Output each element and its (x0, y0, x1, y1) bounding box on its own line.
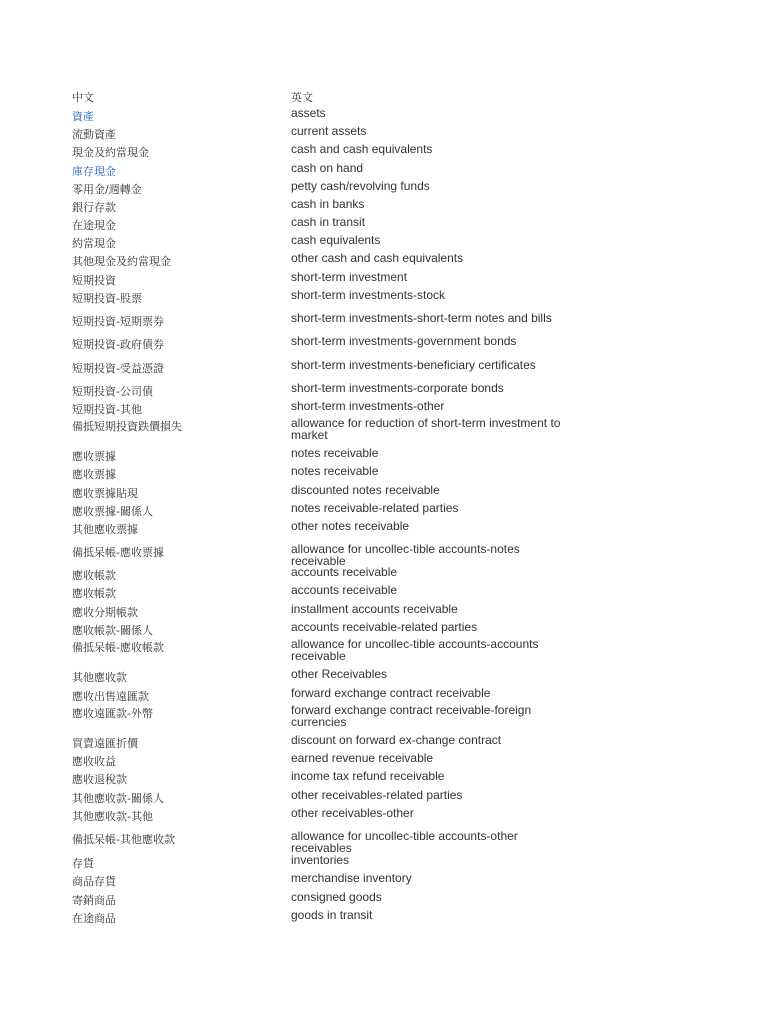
glossary-row (72, 687, 592, 704)
glossary-row (72, 752, 592, 770)
term-chinese: 其他應收款-其他 (72, 810, 153, 823)
term-chinese: 短期投資-短期票券 (72, 315, 164, 328)
term-chinese: 應收票據-關係人 (72, 505, 153, 518)
term-english: discount on forward ex-change contract (291, 733, 502, 747)
glossary-row (72, 704, 592, 734)
term-chinese: 應收票據 (72, 468, 116, 481)
glossary-row (72, 400, 592, 417)
term-english: cash in transit (291, 215, 366, 229)
term-chinese: 銀行存款 (72, 201, 116, 214)
term-english: notes receivable (291, 446, 379, 460)
glossary-row (72, 382, 592, 400)
glossary-table (72, 88, 592, 927)
glossary-row (72, 872, 592, 891)
term-chinese: 零用金/週轉金 (72, 183, 142, 196)
term-english: allowance for uncollec-tible accounts-other receivables (291, 829, 518, 855)
term-english: forward exchange contract receivable (291, 686, 491, 700)
glossary-row (72, 807, 592, 830)
term-english: assets (291, 106, 326, 120)
term-chinese: 短期投資-公司債 (72, 385, 153, 398)
term-chinese: 其他應收票據 (72, 523, 138, 536)
term-chinese: 短期投資-股票 (72, 292, 142, 305)
glossary-row (72, 543, 592, 566)
term-chinese: 備抵呆帳-其他應收款 (72, 833, 175, 846)
glossary-rows (72, 107, 592, 927)
glossary-row (72, 484, 592, 502)
term-english: discounted notes receivable (291, 483, 440, 497)
term-chinese: 短期投資-政府債券 (72, 338, 164, 351)
glossary-row (72, 909, 592, 927)
glossary-row (72, 520, 592, 543)
glossary-row (72, 417, 592, 447)
glossary-row (72, 198, 592, 216)
header-row (72, 88, 592, 107)
term-chinese: 備抵呆帳-應收帳款 (72, 641, 164, 654)
term-english: short-term investments-corporate bonds (291, 381, 504, 395)
term-english: other Receivables (291, 667, 388, 681)
term-english: short-term investment (291, 270, 408, 284)
term-chinese: 備抵呆帳-應收票據 (72, 546, 164, 559)
header-chinese-label: 中文 (72, 91, 94, 104)
term-chinese: 在途商品 (72, 912, 116, 925)
glossary-row (72, 830, 592, 854)
term-chinese-link[interactable]: 庫存現金 (72, 165, 116, 178)
term-english: forward exchange contract receivable-foreign currencies (291, 703, 532, 729)
term-english: allowance for uncollec-tible accounts-accounts receivable (291, 637, 539, 663)
glossary-row (72, 125, 592, 143)
term-chinese: 其他現金及約當現金 (72, 255, 171, 268)
term-english: income tax refund receivable (291, 769, 445, 783)
term-english: consigned goods (291, 890, 382, 904)
glossary-row (72, 252, 592, 271)
term-chinese: 短期投資 (72, 274, 116, 287)
term-english: short-term investments-stock (291, 288, 446, 302)
glossary-row (72, 465, 592, 484)
term-english: merchandise inventory (291, 871, 412, 885)
glossary-row (72, 638, 592, 668)
term-chinese: 寄銷商品 (72, 894, 116, 907)
term-english: short-term investments-government bonds (291, 334, 517, 348)
term-chinese: 買賣遠匯折價 (72, 737, 138, 750)
term-english: short-term investments-short-term notes and bills (291, 311, 552, 325)
term-chinese: 應收帳款 (72, 569, 116, 582)
term-chinese: 應收票據 (72, 450, 116, 463)
glossary-row (72, 335, 592, 359)
term-english: other receivables-related parties (291, 788, 463, 802)
glossary-row (72, 566, 592, 584)
glossary-row (72, 621, 592, 638)
glossary-row (72, 216, 592, 234)
glossary-row (72, 770, 592, 789)
term-chinese: 應收帳款-關係人 (72, 624, 153, 637)
term-chinese: 商品存貨 (72, 875, 116, 888)
glossary-row (72, 584, 592, 603)
glossary-row (72, 359, 592, 382)
term-english: accounts receivable (291, 565, 398, 579)
glossary-row (72, 854, 592, 872)
glossary-row (72, 447, 592, 465)
term-chinese: 流動資產 (72, 128, 116, 141)
glossary-row (72, 107, 592, 125)
glossary-row (72, 234, 592, 252)
term-chinese: 其他應收款 (72, 671, 127, 684)
term-english: allowance for reduction of short-term investment to market (291, 416, 561, 442)
term-chinese: 應收分期帳款 (72, 606, 138, 619)
glossary-row (72, 603, 592, 621)
term-english: short-term investments-beneficiary certificates (291, 358, 536, 372)
term-english: inventories (291, 853, 350, 867)
term-english: cash on hand (291, 161, 364, 175)
term-english: petty cash/revolving funds (291, 179, 430, 193)
term-english: cash equivalents (291, 233, 381, 247)
glossary-row (72, 312, 592, 335)
term-english: accounts receivable-related parties (291, 620, 478, 634)
term-english: accounts receivable (291, 583, 398, 597)
glossary-row (72, 143, 592, 162)
term-chinese: 應收遠匯款-外幣 (72, 707, 153, 720)
term-chinese: 約當現金 (72, 237, 116, 250)
term-english: notes receivable (291, 464, 379, 478)
glossary-row (72, 180, 592, 198)
term-english: other receivables-other (291, 806, 414, 820)
glossary-row (72, 734, 592, 752)
term-chinese: 應收帳款 (72, 587, 116, 600)
term-chinese: 短期投資-受益憑證 (72, 362, 164, 375)
term-english: cash and cash equivalents (291, 142, 433, 156)
term-chinese: 存貨 (72, 857, 94, 870)
term-english: other notes receivable (291, 519, 410, 533)
term-chinese: 在途現金 (72, 219, 116, 232)
glossary-row (72, 502, 592, 520)
term-english: goods in transit (291, 908, 373, 922)
term-chinese: 應收票據貼現 (72, 487, 138, 500)
term-english: cash in banks (291, 197, 365, 211)
glossary-row (72, 271, 592, 289)
header-english-label: 英文 (291, 91, 313, 104)
glossary-row (72, 891, 592, 909)
term-english: current assets (291, 124, 367, 138)
term-chinese: 備抵短期投資跌價損失 (72, 420, 182, 433)
term-chinese: 應收出售遠匯款 (72, 690, 149, 703)
term-english: allowance for uncollec-tible accounts-notes receivable (291, 542, 520, 568)
term-chinese: 其他應收款-關係人 (72, 792, 164, 805)
term-english: installment accounts receivable (291, 602, 458, 616)
term-chinese: 現金及約當現金 (72, 146, 149, 159)
glossary-row (72, 162, 592, 180)
term-english: short-term investments-other (291, 399, 445, 413)
glossary-row (72, 668, 592, 687)
glossary-row (72, 289, 592, 312)
term-chinese: 短期投資-其他 (72, 403, 142, 416)
term-chinese: 應收收益 (72, 755, 116, 768)
term-english: other cash and cash equivalents (291, 251, 464, 265)
term-chinese-link[interactable]: 資產 (72, 110, 94, 123)
term-english: notes receivable-related parties (291, 501, 459, 515)
term-chinese: 應收退稅款 (72, 773, 127, 786)
term-english: earned revenue receivable (291, 751, 434, 765)
glossary-row (72, 789, 592, 807)
